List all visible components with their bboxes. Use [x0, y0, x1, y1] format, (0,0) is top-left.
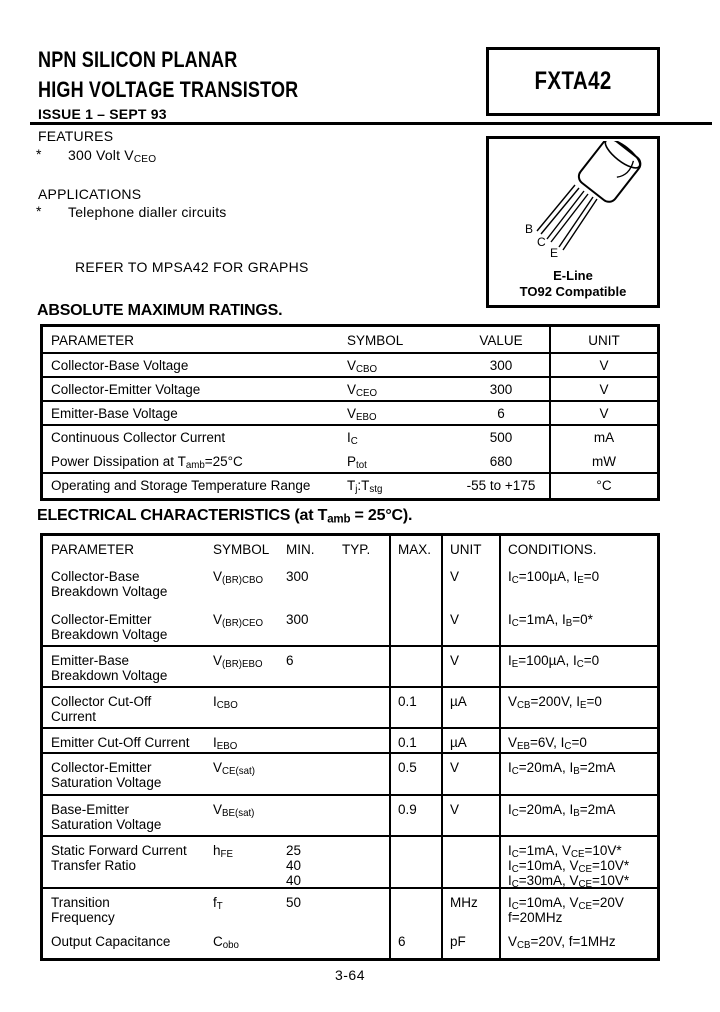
ec-unit: µA [441, 729, 499, 752]
ec-header-conditions: CONDITIONS. [499, 536, 657, 563]
ec-parameter: Collector Cut-Off Current [51, 694, 152, 724]
ec-unit [441, 837, 499, 887]
graphs-note: REFER TO MPSA42 FOR GRAPHS [75, 259, 309, 275]
ec-max: 0.1 [389, 729, 441, 752]
amr-row-continuous-collector-current [43, 426, 657, 450]
amr-table [40, 324, 660, 501]
ec-typ [335, 729, 389, 752]
features-bullet: * [36, 146, 42, 162]
ec-header-unit: UNIT [441, 536, 499, 563]
ec-header-symbol: SYMBOL [213, 542, 270, 557]
ec-heading: ELECTRICAL CHARACTERISTICS (at $T_{amb} = 25^\circ C$). [37, 507, 413, 526]
amr-parameter: Operating and Storage Temperature Range [51, 478, 311, 493]
ec-symbol: $I_{EBO}$ [213, 735, 238, 752]
amr-row-collector-base-voltage [43, 354, 657, 378]
amr-header-parameter: PARAMETER [51, 333, 135, 348]
ec-unit: MHz [441, 889, 499, 928]
amr-symbol: $T_j:T_{stg}$ [347, 478, 383, 496]
amr-unit: °C [549, 474, 657, 498]
ec-unit: V [441, 647, 499, 686]
ec-unit: V [441, 796, 499, 835]
ec-typ [335, 928, 389, 958]
document-title [38, 45, 298, 105]
ec-min: 6 [286, 653, 294, 668]
page-number: 3-64 [334, 967, 366, 983]
ec-max: 0.5 [389, 754, 441, 794]
amr-symbol: $V_{EBO}$ [347, 406, 377, 424]
pin-label-base: B [525, 222, 534, 236]
ec-row-emitter-cutoff-current [43, 729, 657, 754]
ec-parameter: Collector-Emitter Breakdown Voltage [51, 612, 168, 642]
amr-value: 6 [497, 406, 505, 421]
ec-unit: V [441, 563, 499, 606]
amr-unit: V [549, 378, 657, 400]
ec-conditions: $V_{CB}=200V$, $I_E=0$ [499, 688, 657, 727]
ec-header-row [43, 536, 657, 563]
ec-max [389, 889, 441, 928]
amr-symbol: $P_{tot}$ [347, 454, 367, 472]
applications-heading: APPLICATIONS [38, 186, 142, 202]
ec-max: 0.1 [389, 688, 441, 727]
ec-typ [335, 563, 389, 606]
ec-max: 6 [389, 928, 441, 958]
ec-symbol: $V_{CE(sat)}$ [213, 760, 255, 778]
ec-unit: V [441, 606, 499, 645]
ec-row-collector-emitter-saturation [43, 754, 657, 796]
applications-item: Telephone dialler circuits [68, 204, 227, 220]
amr-header-row [43, 327, 657, 354]
ec-header-parameter: PARAMETER [51, 542, 135, 557]
package-box [486, 136, 660, 308]
ec-row-collector-emitter-breakdown [43, 606, 657, 647]
amr-value: 300 [489, 358, 513, 373]
ec-parameter: Collector-Base Breakdown Voltage [51, 569, 168, 599]
ec-symbol: $I_{CBO}$ [213, 694, 238, 712]
ec-max [389, 606, 441, 645]
ec-min: 300 [286, 569, 309, 584]
title-line-1: NPN SILICON PLANAR [38, 47, 238, 72]
ec-min: 25 40 40 [286, 843, 302, 887]
ec-row-static-forward-current-transfer-ratio [43, 837, 657, 889]
pin-label-emitter: E [550, 246, 559, 260]
ec-row-output-capacitance [43, 928, 657, 958]
amr-row-power-dissipation [43, 450, 657, 474]
ec-row-collector-cutoff-current [43, 688, 657, 729]
issue-line: ISSUE 1 – SEPT 93 [38, 106, 167, 125]
amr-value: 680 [489, 454, 513, 469]
ec-symbol: $V_{BE(sat)}$ [213, 802, 255, 820]
ec-conditions: $V_{EB}=6V$, $I_C=0$ [499, 729, 657, 752]
ec-conditions: $I_C=20mA$, $I_B=2mA$ [499, 754, 657, 794]
ec-unit: µA [441, 688, 499, 727]
features-item: 300 Volt $V_{CEO}$ [68, 147, 157, 166]
ec-header-max: MAX. [389, 536, 441, 563]
to92-package-drawing [489, 141, 657, 259]
amr-parameter: Emitter-Base Voltage [51, 406, 178, 421]
ec-unit: V [441, 754, 499, 794]
amr-parameter: Power Dissipation at $T_{amb}=25^\circ C$ [51, 454, 243, 472]
amr-parameter: Collector-Base Voltage [51, 358, 189, 373]
ec-parameter: Emitter-Base Breakdown Voltage [51, 653, 168, 683]
ec-parameter: Static Forward Current Transfer Ratio [51, 843, 187, 873]
pin-label-collector: C [537, 235, 546, 249]
ec-max: 0.9 [389, 796, 441, 835]
ec-conditions: $I_C=10mA$, $V_{CE}=20V$ f=20MHz [499, 889, 657, 928]
applications-bullet: * [36, 203, 42, 219]
ec-symbol: $V_{(BR)CBO}$ [213, 569, 264, 587]
ec-max [389, 563, 441, 606]
ec-conditions: $I_C=100\mu A$, $I_E=0$ [499, 563, 657, 606]
ec-min [279, 928, 335, 958]
ec-min [279, 796, 335, 835]
ec-min [279, 754, 335, 794]
ec-max [389, 837, 441, 887]
ec-conditions: $I_C=1mA$, $V_{CE}=10V*$ $I_C=10mA$, $V_{CE}=10V*$ $I_C=30mA$, $V_{CE}=10V*$ [499, 837, 657, 887]
ec-unit: pF [441, 928, 499, 958]
ec-header-typ: TYP. [342, 542, 371, 557]
ec-symbol: $V_{(BR)EBO}$ [213, 653, 263, 671]
ec-row-base-emitter-saturation [43, 796, 657, 837]
ec-parameter: Emitter Cut-Off Current [51, 735, 190, 750]
ec-conditions: $I_C=20mA$, $I_B=2mA$ [499, 796, 657, 835]
ec-parameter: Transition Frequency [51, 895, 115, 925]
ec-min: 50 [286, 895, 302, 910]
part-number: FXTA42 [534, 67, 612, 95]
ec-typ [335, 754, 389, 794]
features-heading: FEATURES [38, 128, 114, 144]
ec-typ [335, 606, 389, 645]
amr-row-temperature-range [43, 474, 657, 498]
amr-parameter: Collector-Emitter Voltage [51, 382, 201, 397]
ec-parameter: Base-Emitter Saturation Voltage [51, 802, 162, 832]
amr-symbol: $V_{CBO}$ [347, 358, 378, 376]
amr-header-value: VALUE [479, 333, 523, 348]
amr-unit: V [549, 402, 657, 424]
ec-symbol: $h_{FE}$ [213, 843, 233, 861]
ec-conditions: $V_{CB}=20V$, f=1MHz [499, 928, 657, 958]
ec-conditions: $I_E=100\mu A$, $I_C=0$ [499, 647, 657, 686]
amr-unit: mA [549, 426, 657, 450]
amr-row-emitter-base-voltage [43, 402, 657, 426]
package-body [576, 141, 645, 205]
ec-row-transition-frequency [43, 889, 657, 928]
amr-row-collector-emitter-voltage [43, 378, 657, 402]
amr-unit: V [549, 354, 657, 376]
ec-typ [335, 889, 389, 928]
ec-parameter: Collector-Emitter Saturation Voltage [51, 760, 162, 790]
title-line-2: HIGH VOLTAGE TRANSISTOR [38, 77, 299, 102]
ec-symbol: $V_{(BR)CEO}$ [213, 612, 264, 630]
ec-min [279, 729, 335, 752]
amr-value: -55 to +175 [466, 478, 536, 493]
ec-max [389, 647, 441, 686]
ec-typ [335, 647, 389, 686]
ec-parameter: Output Capacitance [51, 934, 171, 949]
amr-value: 300 [489, 382, 513, 397]
part-number-box [486, 47, 660, 116]
amr-symbol: $V_{CEO}$ [347, 382, 378, 400]
ec-conditions: $I_C=1mA$, $I_B=0*$ [499, 606, 657, 645]
ec-typ [335, 837, 389, 887]
amr-parameter: Continuous Collector Current [51, 430, 226, 445]
amr-header-symbol: SYMBOL [347, 333, 404, 348]
package-leads [537, 185, 597, 250]
ec-min [279, 688, 335, 727]
ec-typ [335, 796, 389, 835]
ec-typ [335, 688, 389, 727]
ec-row-emitter-base-breakdown [43, 647, 657, 688]
amr-value: 500 [489, 430, 513, 445]
ec-min: 300 [286, 612, 309, 627]
ec-row-collector-base-breakdown [43, 563, 657, 606]
ec-symbol: $C_{obo}$ [213, 934, 239, 952]
ec-header-min: MIN. [286, 542, 315, 557]
package-compat-label: TO92 Compatible [519, 284, 627, 299]
amr-heading: ABSOLUTE MAXIMUM RATINGS. [37, 302, 283, 319]
amr-header-unit: UNIT [549, 327, 657, 352]
ec-symbol: $f_T$ [213, 895, 223, 913]
amr-unit: mW [549, 450, 657, 472]
header-divider-rule [30, 122, 712, 125]
package-style-label: E-Line [553, 268, 593, 283]
ec-table [40, 533, 660, 961]
amr-symbol: $I_C$ [347, 430, 358, 448]
